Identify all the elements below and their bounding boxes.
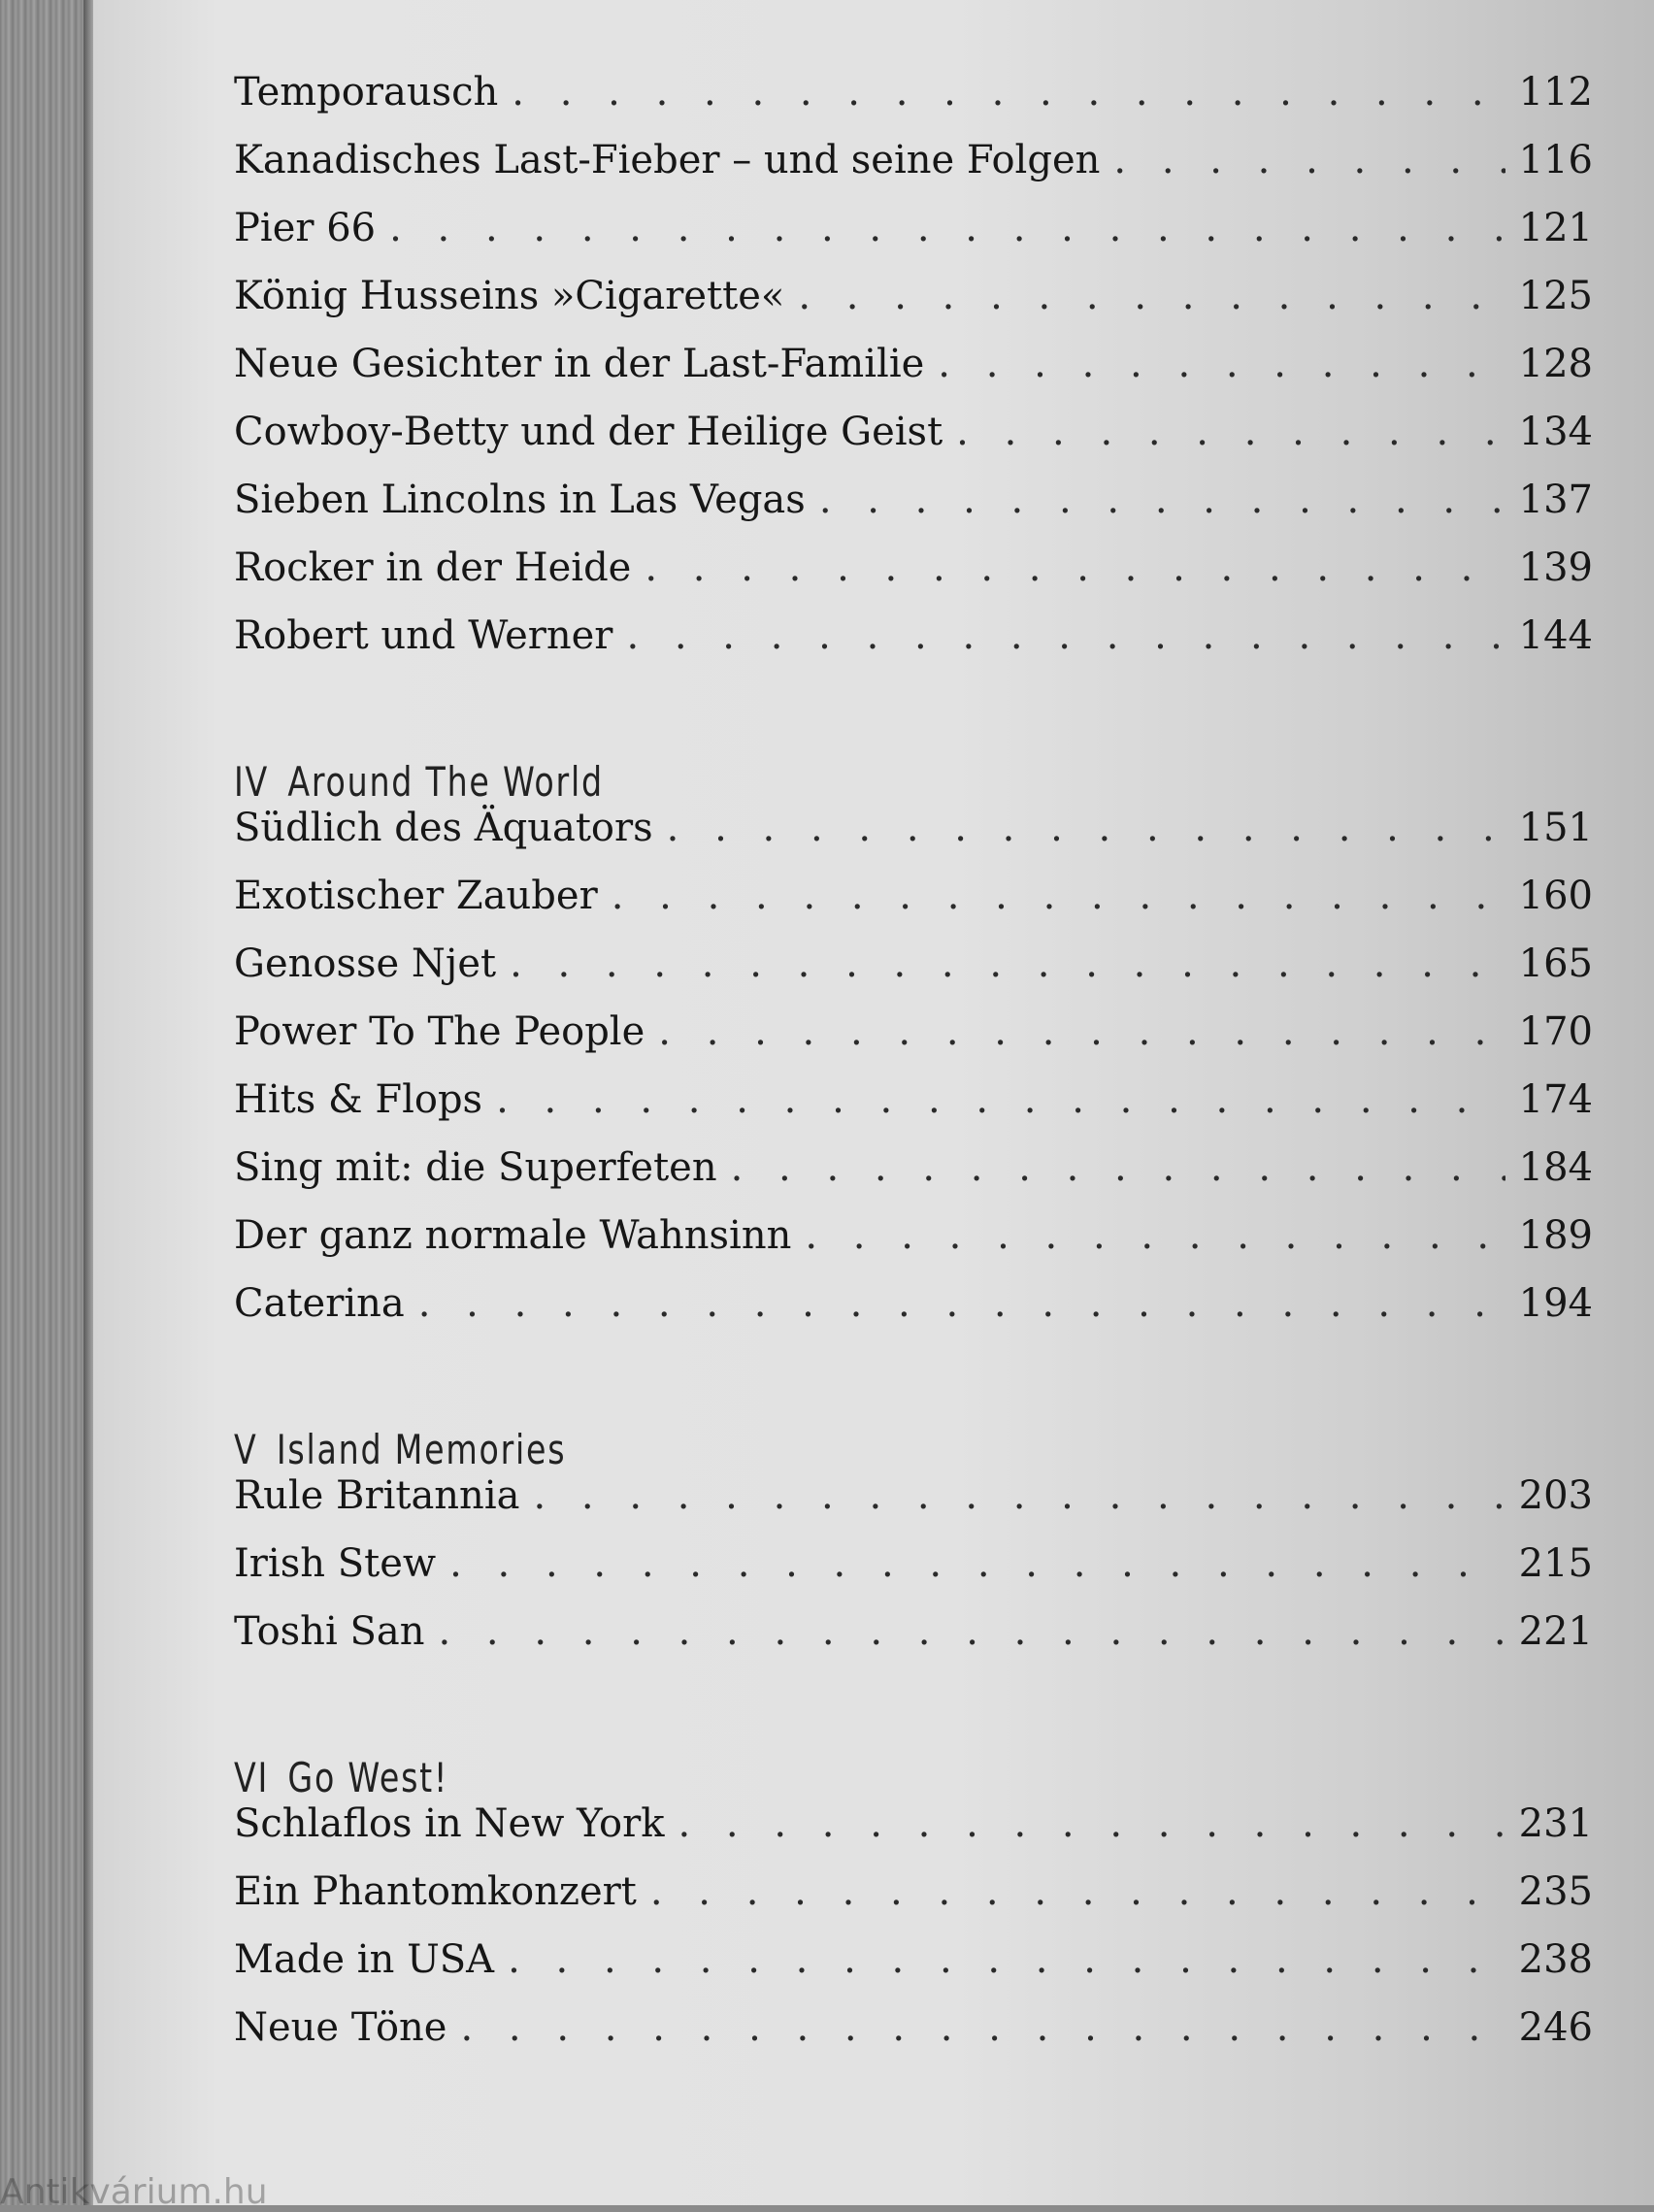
toc-entry-page: 221 — [1518, 1609, 1593, 1654]
toc-entry — [234, 410, 1593, 478]
toc-entry-title: Südlich des Äquators — [234, 806, 653, 850]
toc-entry-page: 137 — [1518, 478, 1593, 522]
toc-entry-title: Sieben Lincolns in Las Vegas — [234, 478, 806, 522]
toc-leader-dots — [626, 613, 1505, 658]
section-number: V — [234, 1426, 258, 1473]
toc-leader-dots — [658, 1009, 1505, 1054]
toc-entry-title: Power To The People — [234, 1009, 645, 1054]
toc-entry-page: 231 — [1518, 1801, 1593, 1846]
toc-entry-title: Neue Gesichter in der Last-Familie — [234, 342, 925, 386]
toc-entry — [234, 1009, 1593, 1077]
toc-entry-title: Irish Stew — [234, 1541, 437, 1586]
section-title: Go West! — [287, 1754, 449, 1801]
section-heading-v — [234, 1409, 1430, 1473]
watermark: Antikvárium.hu — [0, 2172, 268, 2212]
toc-leader-dots — [612, 874, 1505, 918]
toc-leader-dots — [512, 70, 1505, 115]
toc-leader-dots — [798, 274, 1505, 318]
toc-leader-dots — [496, 1077, 1505, 1122]
table-of-contents — [234, 70, 1593, 2073]
book-spine — [0, 0, 93, 2205]
toc-entry — [234, 613, 1593, 681]
toc-entry-title: König Husseins »Cigarette« — [234, 274, 785, 318]
section-number: IV — [234, 758, 270, 806]
section-heading-iv — [234, 742, 1430, 806]
toc-leader-dots — [389, 206, 1505, 250]
toc-entry-title: Genosse Njet — [234, 941, 497, 986]
toc-entry-page: 165 — [1518, 941, 1593, 986]
toc-leader-dots — [938, 342, 1505, 386]
toc-entry — [234, 1541, 1593, 1609]
book-page — [93, 0, 1654, 2205]
toc-leader-dots — [508, 1937, 1505, 1982]
toc-entry — [234, 274, 1593, 342]
toc-entry-page: 170 — [1518, 1009, 1593, 1054]
toc-entry-page: 116 — [1518, 138, 1593, 182]
toc-entry — [234, 874, 1593, 941]
toc-entry-page: 184 — [1518, 1145, 1593, 1190]
toc-entry-title: Schlaflos in New York — [234, 1801, 665, 1846]
toc-entry-title: Robert und Werner — [234, 613, 613, 658]
toc-leader-dots — [805, 1213, 1505, 1258]
toc-leader-dots — [1113, 138, 1505, 182]
toc-entry — [234, 1213, 1593, 1281]
toc-entry-page: 125 — [1518, 274, 1593, 318]
toc-entry-title: Caterina — [234, 1281, 405, 1326]
toc-entry — [234, 545, 1593, 613]
toc-entry-title: Rocker in der Heide — [234, 545, 632, 590]
toc-entry-page: 121 — [1518, 206, 1593, 250]
toc-entry-title: Cowboy-Betty und der Heilige Geist — [234, 410, 943, 454]
toc-entry-title: Rule Britannia — [234, 1473, 520, 1518]
toc-entry-page: 112 — [1518, 70, 1593, 115]
toc-entry — [234, 478, 1593, 545]
toc-leader-dots — [449, 1541, 1505, 1586]
toc-entry-page: 160 — [1518, 874, 1593, 918]
toc-entry — [234, 1609, 1593, 1677]
toc-entry — [234, 1937, 1593, 2005]
toc-entry — [234, 206, 1593, 274]
toc-leader-dots — [956, 410, 1505, 454]
toc-leader-dots — [731, 1145, 1505, 1190]
toc-entry-page: 128 — [1518, 342, 1593, 386]
toc-leader-dots — [650, 1869, 1505, 1914]
toc-leader-dots — [460, 2005, 1505, 2050]
toc-entry-title: Sing mit: die Superfeten — [234, 1145, 717, 1190]
toc-entry-title: Pier 66 — [234, 206, 377, 250]
toc-entry — [234, 806, 1593, 874]
toc-entry-page: 238 — [1518, 1937, 1593, 1982]
toc-entry-page: 246 — [1518, 2005, 1593, 2050]
section-heading-vi — [234, 1737, 1430, 1801]
toc-entry-title: Kanadisches Last-Fieber – und seine Folgen — [234, 138, 1101, 182]
toc-entry-title: Neue Töne — [234, 2005, 447, 2050]
toc-entry — [234, 342, 1593, 410]
toc-entry-page: 134 — [1518, 410, 1593, 454]
toc-entry-title: Toshi San — [234, 1609, 425, 1654]
toc-entry-title: Hits & Flops — [234, 1077, 483, 1122]
toc-entry-page: 144 — [1518, 613, 1593, 658]
toc-entry — [234, 1145, 1593, 1213]
toc-leader-dots — [510, 941, 1505, 986]
toc-leader-dots — [819, 478, 1505, 522]
toc-leader-dots — [438, 1609, 1505, 1654]
toc-entry — [234, 2005, 1593, 2073]
toc-entry — [234, 1077, 1593, 1145]
toc-leader-dots — [667, 806, 1505, 850]
toc-leader-dots — [533, 1473, 1505, 1518]
toc-entry-page: 194 — [1518, 1281, 1593, 1326]
toc-entry — [234, 1869, 1593, 1937]
toc-leader-dots — [645, 545, 1505, 590]
toc-entry-page: 235 — [1518, 1869, 1593, 1914]
toc-entry — [234, 70, 1593, 138]
toc-entry-title: Temporausch — [234, 70, 499, 115]
toc-entry — [234, 138, 1593, 206]
toc-entry-title: Ein Phantomkonzert — [234, 1869, 637, 1914]
section-title: Island Memories — [276, 1426, 567, 1473]
section-title: Around The World — [287, 758, 604, 806]
toc-leader-dots — [418, 1281, 1505, 1326]
toc-entry — [234, 1801, 1593, 1869]
toc-entry — [234, 1281, 1593, 1349]
toc-entry-page: 174 — [1518, 1077, 1593, 1122]
toc-entry — [234, 941, 1593, 1009]
toc-entry-page: 203 — [1518, 1473, 1593, 1518]
toc-entry-page: 151 — [1518, 806, 1593, 850]
toc-entry-page: 189 — [1518, 1213, 1593, 1258]
toc-entry-page: 215 — [1518, 1541, 1593, 1586]
toc-leader-dots — [678, 1801, 1505, 1846]
toc-entry-title: Made in USA — [234, 1937, 495, 1982]
toc-entry-title: Exotischer Zauber — [234, 874, 598, 918]
toc-entry-page: 139 — [1518, 545, 1593, 590]
toc-entry-title: Der ganz normale Wahnsinn — [234, 1213, 792, 1258]
toc-entry — [234, 1473, 1593, 1541]
section-number: VI — [234, 1754, 270, 1801]
